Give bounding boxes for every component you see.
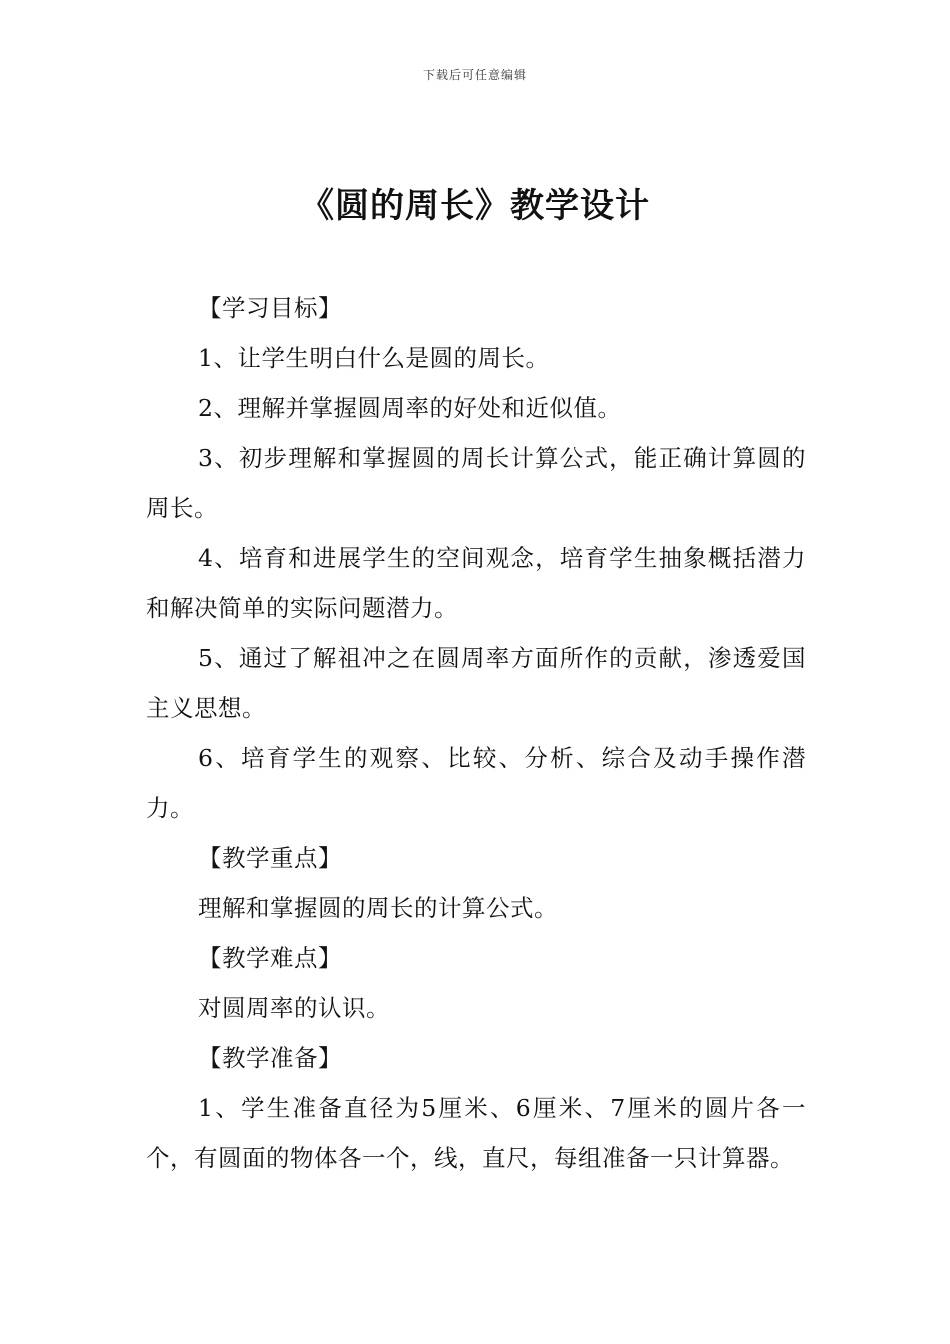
- objective-item-2: 2、理解并掌握圆周率的好处和近似值。: [198, 394, 622, 422]
- key-point-text: 理解和掌握圆的周长的计算公式。: [198, 894, 558, 922]
- key-point-heading: 【教学重点】: [198, 844, 342, 872]
- objectives-heading: 【学习目标】: [198, 294, 342, 322]
- objective-item-1: 1、让学生明白什么是圆的周长。: [198, 344, 550, 372]
- objective-item-4: 4、培育和进展学生的空间观念，培育学生抽象概括潜力和解决简单的实际问题潜力。: [146, 544, 806, 622]
- objective-item-3: 3、初步理解和掌握圆的周长计算公式，能正确计算圆的周长。: [146, 444, 806, 522]
- document-title: 《圆的周长》教学设计: [300, 186, 650, 226]
- objective-item-6: 6、培育学生的观察、比较、分析、综合及动手操作潜力。: [146, 744, 806, 822]
- preparation-heading: 【教学准备】: [198, 1044, 342, 1072]
- document-body: [146, 283, 806, 1183]
- header-note: 下载后可任意编辑: [422, 68, 527, 82]
- objective-item-5: 5、通过了解祖冲之在圆周率方面所作的贡献，渗透爱国主义思想。: [146, 644, 806, 722]
- difficulty-heading: 【教学难点】: [198, 944, 342, 972]
- difficulty-text: 对圆周率的认识。: [198, 994, 390, 1022]
- preparation-item-1: 1、学生准备直径为5厘米、6厘米、7厘米的圆片各一个，有圆面的物体各一个，线，直尺，每组准备一只计算器。: [146, 1094, 806, 1172]
